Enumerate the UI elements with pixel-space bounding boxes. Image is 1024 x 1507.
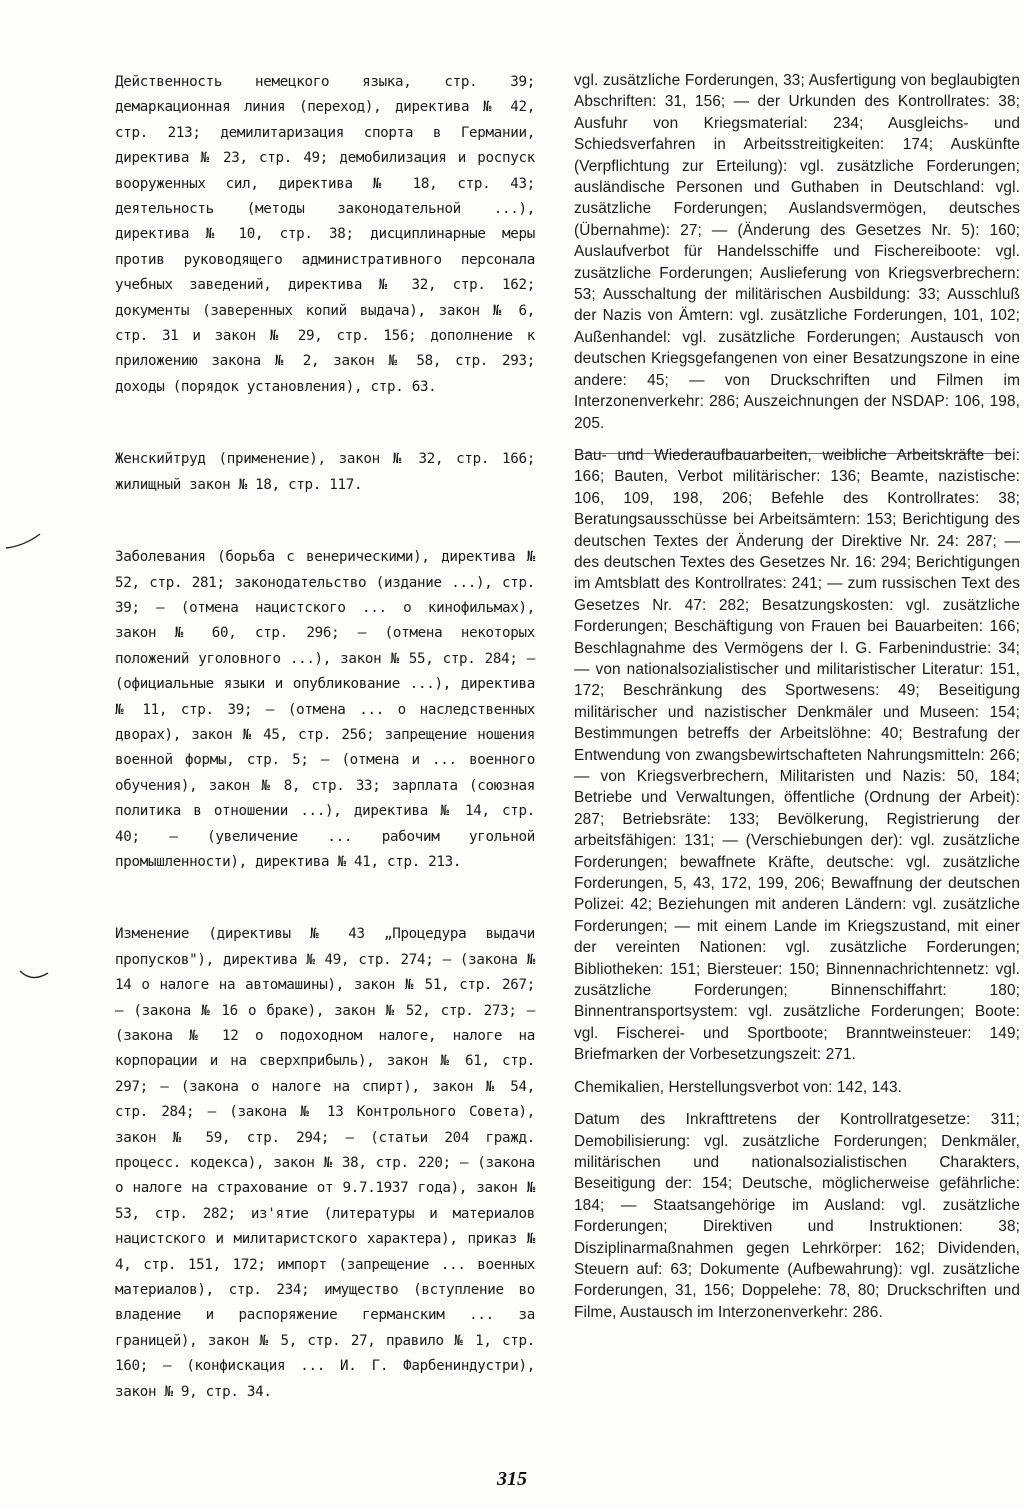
- left-column-russian-index: [115, 70, 535, 1452]
- index-entry-zh: Женскийтруд (применение), закон № 32, стр. 166; жилищный закон № 18, стр. 117.: [115, 451, 535, 493]
- index-entry-b: Bau- und Wiederaufbauarbeiten, weibliche Arbeitskräfte bei: 166; Bauten, Verbot militärischer: 136; Beamte, nazistische: 106, 109, 198, 206; Befehle des Kontrollrates: 38; Beratungsausschüsse bei Arbeitsämtern: 153; Berichtigung des deutschen Textes der Änderung der Direktive Nr. 24: 287; — des deutschen Textes des Gesetzes Nr. 16: 294; Berichtigungen im Amtsblatt des Kontrollrates: 241; — zum russischen Text des Gesetzes Nr. 47: 282; Besatzungskosten: vgl. zusätzliche Forderungen; Beschäftigung von Frauen bei Bauarbeiten: 166; Beschlagnahme des Vermögens der I. G. Farbenindustrie: 34; — von nationalsozialistischer und militaristischer Literatur: 151, 172; Beschränkung des Sportwesens: 49; Beseitigung militärischer und nazistischer Denkmäler und Museen: 154; Bestimmungen betreffs der Arbeitslöhne: 40; Bestrafung der Entwendung von zwangsbewirtschafteten Nahrungsmitteln: 266; — von Kriegsverbrechern, Militaristen und Nazis: 50, 184; Betriebe und Verwaltungen, öffentliche (Ordnung der Arbeit): 287; Betriebsräte: 133; Bevölkerung, Registrierung der arbeitsfähigen: 131; — (Verschiebungen der): vgl. zusätzliche Forderungen; bewaffnete Kräfte, deutsche: vgl. zusätzliche Forderungen, 5, 43, 172, 199, 206; Bewaffnung der deutschen Polizei: 42; Beziehungen mit anderen Ländern: vgl. zusätzliche Forderungen; — mit einem Lande im Kriegszustand, mit einer der vereinten Nationen: vgl. zusätzliche Forderungen; Bibliotheken: 151; Biersteuer: 150; Binnennachrichtennetz: vgl. zusätzliche Forderungen; Binnenschiffahrt: 180; Binnentransportsystem: vgl. zusätzliche Forderungen; Boote: vgl. Fischerei- und Sportboote; Branntweinsteuer: 149; Briefmarken der Vorbesetzungszeit: 271.: [574, 446, 1020, 1064]
- margin-pencil-mark: [4, 530, 44, 552]
- index-entry-d-german: Datum des Inkrafttretens der Kontrollratgesetze: 311; Demobilisierung: vgl. zusätzliche Forderungen; Denkmäler, militärischen und nationalsozialistischen Charakters, Beseitigung der: 154; Deutsche, möglicherweise gefährliche: 184; — Staatsangehörige im Ausland: vgl. zusätzliche Forderungen; Direktiven und Instruktionen: 38; Disziplinarmaßnahmen gegen Lehrkörper: 162; Dividenden, Steuern auf: 63; Dokumente (Aufbewahrung): vgl. zusätzliche Forderungen, 31, 156; Doppelehe: 78, 80; Druckschriften und Filme, Austausch im Interzonenverkehr: 286.: [574, 1111, 1020, 1321]
- page-number: 315: [497, 1468, 527, 1490]
- index-entry-a-continued: vgl. zusätzliche Forderungen, 33; Ausfertigung von beglaubigten Abschriften: 31, 156; — der Urkunden des Kontrollrates: 38; Ausfuhr von Kriegsmaterial: 234; Ausgleichs- und Schiedsverfahren in Arbeitsstreitigkeiten: 174; Auskünfte (Verpflichtung zur Erteilung): vgl. zusätzliche Forderungen; ausländische Personen und Guthaben in Deutschland: vgl. zusätzliche Forderungen; Auslandsvermögen, deutsches (Übernahme): 27; — (Änderung des Gesetzes Nr. 5): 160; Auslaufverbot für Handelsschiffe und Fischereiboote: vgl. zusätzliche Forderungen; Auslieferung von Kriegsverbrechern: 53; Ausschaltung der militärischen Ausbildung: 33; Ausschluß der Nazis von Ämtern: vgl. zusätzliche Forderungen, 101, 102; Außenhandel: vgl. zusätzliche Forderungen; Austausch von deutschen Kriegsgefangenen von einer Besatzungszone in eine andere: 45; — von Druckschriften und Filmen im Interzonenverkehr: 286; Auszeichnungen der NSDAP: 106, 198, 205.: [574, 72, 1020, 432]
- right-column-german-index: [574, 70, 1020, 1334]
- index-entry-i: Изменение (директивы № 43 „Процедура выдачи пропусков"), директива № 49, стр. 274; — (закона № 14 о налоге на автомашины), закон № 51, стр. 267; — (закона № 16 о браке), закон № 52, стр. 273; — (закона № 12 о подоходном налоге, налоге на корпорации и на сверхприбыль), закон № 61, стр. 297; — (закона о налоге на спирт), закон № 54, стр. 284; — (закона № 13 Контрольного Совета), закон № 59, стр. 294; — (статьи 204 гражд. процесс. кодекса), закон № 38, стр. 220; — (закона о налоге на страхование от 9.7.1937 года), закон № 53, стр. 282; из'ятие (литературы и материалов нацистского и милитаристского характера), приказ № 4, стр. 151, 172; импорт (запрещение ... военных материалов), стр. 234; имущество (вступление во владение и распоряжение германским ... за границей), закон № 5, стр. 27, правило № 1, стр. 160; — (конфискация ... И. Г. Фарбениндустри), закон № 9, стр. 34.: [115, 926, 535, 1400]
- margin-pencil-mark: [18, 965, 58, 987]
- index-entry-c: Chemikalien, Herstellungsverbot von: 142, 143.: [574, 1078, 902, 1096]
- index-entry-z: Заболевания (борьба с венерическими), директива № 52, стр. 281; законодательство (издание ...), стр. 39; — (отмена нацистского ... о кинофильмах), закон № 60, стр. 296; — (отмена некоторых положений уголовного ...), закон № 55, стр. 284; — (официальные языки и опубликование ...), директива № 11, стр. 39; — (отмена ... о наследственных дворах), закон № 45, стр. 256; запрещение ношения военной формы, стр. 5; — (отмена и ... военного обучения), закон № 8, стр. 33; зарплата (союзная политика в отношении ...), директива № 14, стр. 40; — (увеличение ... рабочим угольной промышленности), директива № 41, стр. 213.: [115, 549, 535, 870]
- index-entry-d: Действенность немецкого языка, стр. 39; демаркационная линия (переход), директива № 42, стр. 213; демилитаризация спорта в Германии, директива № 23, стр. 49; демобилизация и роспуск вооруженных сил, директива № 18, стр. 43; деятельность (методы законодательной ...), директива № 10, стр. 38; дисциплинарные меры против руководящего административного персонала учебных заведений, директива № 32, стр. 162; документы (заверенных копий выдача), закон № 6, стр. 31 и закон № 29, стр. 156; дополнение к приложению закона № 2, закон № 58, стр. 293; доходы (порядок установления), стр. 63.: [115, 74, 535, 395]
